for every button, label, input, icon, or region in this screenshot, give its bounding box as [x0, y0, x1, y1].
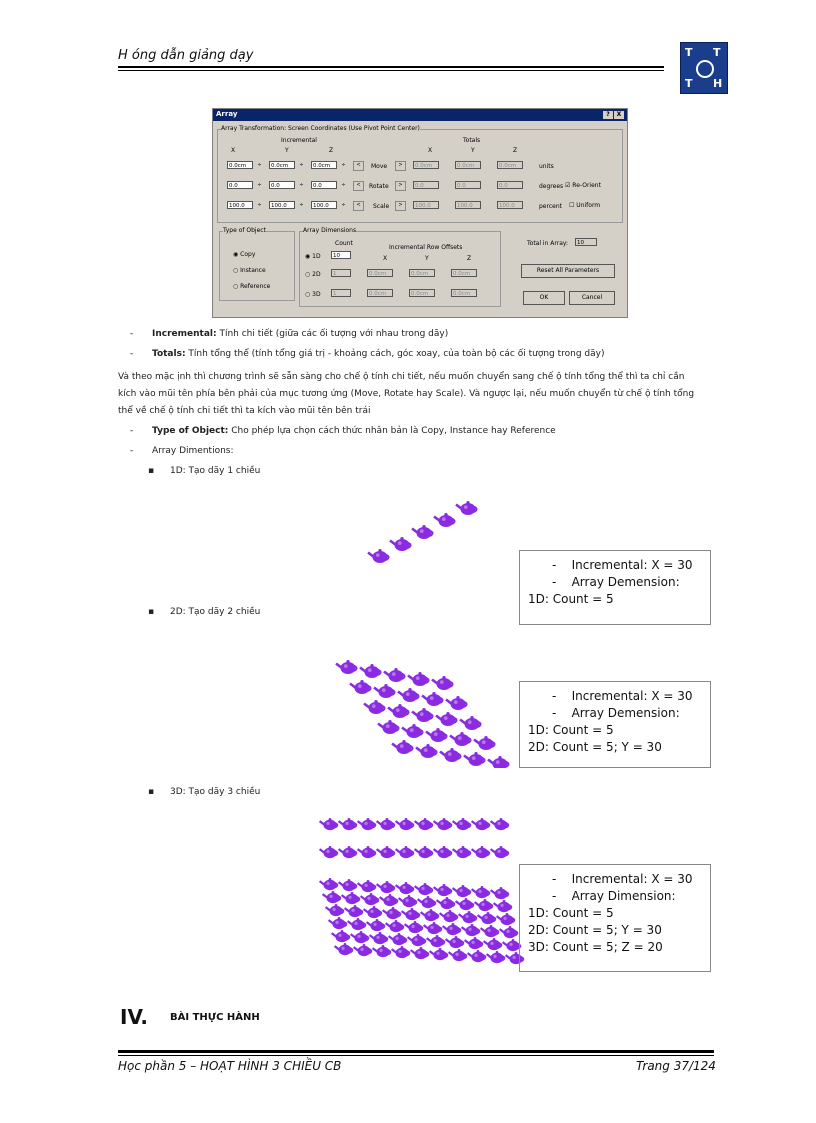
dim-1d-label: 1D [312, 253, 321, 260]
paragraph-line: kích vào mũi tên phía bên phải của mục tương ứng (Move, Rotate hay Scale). Và ngược lại, nếu muốn chuyển từ chế ộ tính tổng [118, 389, 695, 399]
info-text: Array Demension: [571, 706, 680, 720]
move-z-total[interactable]: 0.0cm [497, 161, 523, 169]
offset-2d-y[interactable]: 0.0cm [409, 269, 435, 277]
teapot-icon [339, 818, 357, 830]
spinner-icon[interactable]: ÷ [341, 162, 346, 168]
teapot-icon [392, 740, 413, 754]
info-line: 3D: Count = 5; Z = 20 [528, 940, 663, 954]
radio-3d[interactable]: ○ 3D [305, 291, 321, 298]
info-line: 1D: Count = 5 [528, 906, 614, 920]
rotate-z-field[interactable]: 0.0 [311, 181, 337, 189]
count-2d-field[interactable]: 1 [331, 269, 351, 277]
footer-rule-thin [118, 1055, 714, 1056]
teapot-icon [323, 891, 341, 903]
teapot-icon [320, 818, 338, 830]
teapot-icon [320, 878, 338, 890]
rotate-z-total[interactable]: 0.0 [497, 181, 523, 189]
teapot-icon [503, 939, 521, 951]
incremental-line [152, 329, 448, 339]
scale-z-field[interactable]: 100.0 [311, 201, 337, 209]
sub-1d: 1D: Tạo dãy 1 chiều [170, 466, 261, 476]
type-object-term: Type of Object: [152, 426, 229, 436]
info-line: - Array Demension: [552, 706, 680, 720]
dash-bullet: - [130, 349, 134, 359]
teapot-icon [374, 684, 395, 698]
dialog-title: Array [216, 110, 238, 118]
teapot-icon [436, 712, 457, 726]
teapot-icon [422, 692, 443, 706]
axis-x: X [231, 147, 236, 154]
move-x-total[interactable]: 0.0cm [413, 161, 439, 169]
teapot-icon [377, 881, 395, 893]
teapot-icon [462, 924, 480, 936]
info-line: 2D: Count = 5; Y = 30 [528, 923, 662, 937]
info-box-1d [519, 550, 711, 625]
teapot-icon [383, 907, 401, 919]
logo-letter: T [713, 46, 721, 59]
teapot-icon [384, 668, 405, 682]
teapot-icon [342, 892, 360, 904]
logo-ring [696, 60, 714, 78]
teapot-icon [446, 696, 467, 710]
radio-reference[interactable]: ○ Reference [233, 283, 271, 290]
rotate-y-total[interactable]: 0.0 [455, 181, 481, 189]
radio-copy[interactable]: ◉ Copy [233, 251, 256, 258]
arrow-left-icon[interactable]: < [353, 201, 364, 211]
teapot-icon [329, 917, 347, 929]
offset-2d-x[interactable]: 0.0cm [367, 269, 393, 277]
scale-x-field[interactable]: 100.0 [227, 201, 253, 209]
square-bullet: ▪ [148, 787, 155, 797]
teapot-icon [398, 688, 419, 702]
teapot-icon [453, 885, 471, 897]
dim-3d-label: 3D [312, 291, 321, 298]
count-3d-field[interactable]: 1 [331, 289, 351, 297]
teapot-icon [474, 736, 495, 750]
arrow-left-icon[interactable]: < [353, 161, 364, 171]
move-label: Move [371, 163, 388, 170]
teapot-icon [487, 951, 505, 963]
scale-z-total[interactable]: 100.0 [497, 201, 523, 209]
teapot-icon [464, 752, 485, 766]
offset-3d-z[interactable]: 0.0cm [451, 289, 477, 297]
info-text: Incremental: X = 30 [571, 689, 693, 703]
rotate-x-field[interactable]: 0.0 [227, 181, 253, 189]
teapot-icon [392, 946, 410, 958]
logo-letter: T [685, 77, 693, 90]
teapot-icon [450, 732, 471, 746]
teapot-icon [500, 926, 518, 938]
teapot-icon [358, 846, 376, 858]
radio-instance[interactable]: ○ Instance [233, 267, 266, 274]
teapot-icon [494, 900, 512, 912]
teapot-icon [396, 818, 414, 830]
sub-2d: 2D: Tạo dãy 2 chiều [170, 607, 261, 617]
teapot-icon [339, 846, 357, 858]
totals-line [152, 349, 605, 359]
incremental-header: Incremental [281, 137, 317, 144]
teapot-icon [421, 909, 439, 921]
teapot-icon [360, 664, 381, 678]
teapot-icon [364, 906, 382, 918]
teapot-icon [412, 708, 433, 722]
teapot-icon [432, 676, 453, 690]
teapot-icon [412, 525, 433, 539]
teapot-icon [468, 950, 486, 962]
ok-button[interactable]: OK [523, 291, 565, 305]
teapot-icon [472, 886, 490, 898]
header-title: H óng dẫn giảng dạy [118, 48, 254, 63]
transform-group-label: Array Transformation: Screen Coordinates (Use Pivot Point Center) [221, 125, 420, 132]
teapot-icon [367, 919, 385, 931]
uniform-checkbox[interactable]: ☐ Uniform [569, 202, 601, 209]
teapot-icon [405, 921, 423, 933]
arrow-left-icon[interactable]: < [353, 181, 364, 191]
info-text: Array Dimension: [571, 889, 676, 903]
spinner-icon[interactable]: ÷ [299, 202, 304, 208]
logo-letter: T [685, 46, 693, 59]
teapot-icon [415, 883, 433, 895]
teapot-icon [443, 923, 461, 935]
teapot-icon [475, 899, 493, 911]
info-box-3d [519, 864, 711, 972]
info-line: 2D: Count = 5; Y = 30 [528, 740, 662, 754]
incremental-desc: Tính chi tiết (giữa các ối tượng với nhau trong dãy) [216, 329, 449, 339]
teapot-icon [361, 893, 379, 905]
info-text: Array Demension: [571, 575, 680, 589]
teapot-icon [358, 880, 376, 892]
teapot-icon [440, 910, 458, 922]
teapot-icon [453, 818, 471, 830]
scale-x-total[interactable]: 100.0 [413, 201, 439, 209]
teapot-icon [460, 716, 481, 730]
spinner-icon[interactable]: ÷ [341, 182, 346, 188]
info-line: - Incremental: X = 30 [552, 558, 693, 572]
teapot-icon [440, 748, 461, 762]
teapot-icon [399, 895, 417, 907]
teapot-icon [350, 680, 371, 694]
dialog-titlebar [213, 109, 627, 121]
teapot-icon [408, 934, 426, 946]
footer-rule [118, 1050, 714, 1053]
spinner-icon[interactable]: ÷ [257, 202, 262, 208]
teapot-icon [418, 896, 436, 908]
teapot-icon [453, 846, 471, 858]
info-line: 1D: Count = 5 [528, 723, 614, 737]
teapot-icon [481, 925, 499, 937]
axis-x-total: X [428, 147, 433, 154]
info-text: Incremental: X = 30 [571, 558, 693, 572]
teapot-icon [396, 846, 414, 858]
row-offsets-header: Incremental Row Offsets [389, 244, 463, 251]
axis-z: Z [329, 147, 334, 154]
re-orient-label: Re-Orient [572, 182, 601, 189]
count-header: Count [335, 240, 353, 247]
teapot-icon [446, 936, 464, 948]
teapot-icon [411, 947, 429, 959]
uniform-label: Uniform [576, 202, 601, 209]
type-of-object-group [219, 231, 295, 301]
scale-y-field[interactable]: 100.0 [269, 201, 295, 209]
teapot-icon [427, 935, 445, 947]
footer-page: Trang 37/124 [636, 1059, 716, 1073]
offset-z: Z [467, 255, 472, 262]
teapot-icon [437, 897, 455, 909]
axis-y: Y [285, 147, 289, 154]
info-line: - Array Dimension: [552, 889, 676, 903]
teapot-icon [472, 818, 490, 830]
info-line: - Incremental: X = 30 [552, 872, 693, 886]
paragraph-line: thể về chế ộ tính chi tiết thì ta kích vào mũi tên bên trái [118, 406, 371, 416]
scale-y-total[interactable]: 100.0 [455, 201, 481, 209]
section-number: IV. [120, 1005, 148, 1029]
dash-bullet: - [130, 426, 134, 436]
teapot-icon [358, 818, 376, 830]
info-line: - Incremental: X = 30 [552, 689, 693, 703]
scale-label: Scale [373, 203, 390, 210]
type-object-line [152, 426, 556, 436]
paragraph-line: Và theo mặc ịnh thì chương trình sẽ sẵn sàng cho chế ộ tính chi tiết, nếu muốn chuyển sang chế ộ tính tổng thể thì ta chỉ cần [118, 372, 685, 382]
logo-letter: H [713, 77, 723, 90]
teapot-icon [402, 724, 423, 738]
teapot-icon [434, 513, 455, 527]
teapot-icon [377, 818, 395, 830]
rotate-x-total[interactable]: 0.0 [413, 181, 439, 189]
cancel-button[interactable]: Cancel [569, 291, 615, 305]
re-orient-checkbox[interactable]: ☑ Re-Orient [565, 182, 601, 189]
teapot-array-2d [318, 648, 518, 768]
teapot-icon [348, 918, 366, 930]
section-title: BÀI THỰC HÀNH [170, 1012, 260, 1023]
teapot-icon [345, 905, 363, 917]
copy-label: Copy [240, 251, 256, 258]
instance-label: Instance [240, 267, 266, 274]
spinner-icon[interactable]: ÷ [341, 202, 346, 208]
teapot-icon [335, 943, 353, 955]
teapot-icon [434, 818, 452, 830]
teapot-icon [373, 945, 391, 957]
sub-3d: 3D: Tạo dãy 3 chiều [170, 787, 261, 797]
axis-y-total: Y [471, 147, 475, 154]
teapot-array-1d [360, 495, 480, 575]
info-line: 1D: Count = 5 [528, 592, 614, 606]
teapot-icon [488, 756, 509, 768]
teapot-icon [424, 922, 442, 934]
teapot-icon [430, 948, 448, 960]
teapot-icon [402, 908, 420, 920]
teapot-icon [416, 744, 437, 758]
reset-all-button[interactable]: Reset All Parameters [521, 264, 615, 278]
percent-label: percent [539, 203, 562, 210]
teapot-icon [426, 728, 447, 742]
teapot-icon [368, 549, 389, 563]
info-text: Incremental: X = 30 [571, 872, 693, 886]
header-rule [118, 66, 664, 68]
teapot-icon [380, 894, 398, 906]
teapot-icon [415, 818, 433, 830]
teapot-icon [415, 846, 433, 858]
arrow-right-icon[interactable]: > [395, 161, 406, 171]
total-in-array-value: 10 [575, 238, 597, 246]
teapot-icon [449, 949, 467, 961]
totals-header: Totals [463, 137, 481, 144]
teapot-icon [408, 672, 429, 686]
header-rule-thin [118, 70, 664, 71]
incremental-term: Incremental: [152, 329, 217, 339]
footer-course: Học phần 5 – HOẠT HÌNH 3 CHIỀU CB [118, 1059, 342, 1073]
array-dim-line: Array Dimentions: [152, 446, 234, 456]
teapot-icon [351, 931, 369, 943]
array-dialog [212, 108, 628, 318]
teapot-icon [388, 704, 409, 718]
teapot-icon [396, 882, 414, 894]
teapot-icon [491, 887, 509, 899]
degrees-label: degrees [539, 183, 564, 190]
units-label: units [539, 163, 554, 170]
rotate-label: Rotate [369, 183, 389, 190]
offset-y: Y [425, 255, 429, 262]
teapot-icon [339, 879, 357, 891]
dash-bullet: - [130, 329, 134, 339]
axis-z-total: Z [513, 147, 518, 154]
info-line: - Array Demension: [552, 575, 680, 589]
total-in-array-label: Total in Array: [527, 240, 569, 247]
teapot-icon [320, 846, 338, 858]
radio-1d[interactable]: ◉ 1D [305, 253, 321, 260]
teapot-icon [456, 898, 474, 910]
spinner-icon[interactable]: ÷ [257, 182, 262, 188]
teapot-icon [370, 932, 388, 944]
teapot-icon [491, 818, 509, 830]
teapot-icon [378, 720, 399, 734]
count-1d-field[interactable]: 10 [331, 251, 351, 259]
offset-3d-x[interactable]: 0.0cm [367, 289, 393, 297]
teapot-icon [390, 537, 411, 551]
help-button[interactable]: ? [603, 111, 613, 119]
arrow-right-icon[interactable]: > [395, 181, 406, 191]
totals-desc: Tính tổng thể (tính tổng giá trị - khoảng cách, góc xoay, của toàn bộ các ối tượng trong dãy) [185, 349, 605, 359]
square-bullet: ▪ [148, 607, 155, 617]
totals-term: Totals: [152, 349, 186, 359]
arrow-right-icon[interactable]: > [395, 201, 406, 211]
square-bullet: ▪ [148, 466, 155, 476]
spinner-icon[interactable]: ÷ [299, 162, 304, 168]
array-dimensions-label: Array Dimensions [303, 227, 357, 234]
spinner-icon[interactable]: ÷ [257, 162, 262, 168]
teapot-icon [386, 920, 404, 932]
move-y-total[interactable]: 0.0cm [455, 161, 481, 169]
teapot-icon [332, 930, 350, 942]
teapot-icon [377, 846, 395, 858]
teapot-icon [326, 904, 344, 916]
teapot-array-3d [316, 815, 526, 975]
dim-2d-label: 2D [312, 271, 321, 278]
offset-x: X [383, 255, 388, 262]
move-z-field[interactable]: 0.0cm [311, 161, 337, 169]
type-object-desc: Cho phép lựa chọn cách thức nhân bản là Copy, Instance hay Reference [228, 426, 556, 436]
teapot-icon [484, 938, 502, 950]
teapot-icon [434, 884, 452, 896]
teapot-icon [491, 846, 509, 858]
teapot-icon [336, 660, 357, 674]
dash-bullet: - [130, 446, 134, 456]
teapot-icon [456, 501, 477, 515]
teapot-icon [364, 700, 385, 714]
info-box-2d [519, 681, 711, 768]
teapot-icon [497, 913, 515, 925]
teapot-icon [459, 911, 477, 923]
teapot-icon [354, 944, 372, 956]
spinner-icon[interactable]: ÷ [299, 182, 304, 188]
logo [680, 42, 728, 94]
reference-label: Reference [240, 283, 271, 290]
radio-2d[interactable]: ○ 2D [305, 271, 321, 278]
move-y-field[interactable]: 0.0cm [269, 161, 295, 169]
teapot-icon [478, 912, 496, 924]
offset-3d-y[interactable]: 0.0cm [409, 289, 435, 297]
teapot-icon [389, 933, 407, 945]
teapot-icon [434, 846, 452, 858]
rotate-y-field[interactable]: 0.0 [269, 181, 295, 189]
offset-2d-z[interactable]: 0.0cm [451, 269, 477, 277]
move-x-field[interactable]: 0.0cm [227, 161, 253, 169]
teapot-icon [465, 937, 483, 949]
type-of-object-label: Type of Object [223, 227, 266, 234]
teapot-icon [472, 846, 490, 858]
close-button[interactable]: X [614, 111, 624, 119]
